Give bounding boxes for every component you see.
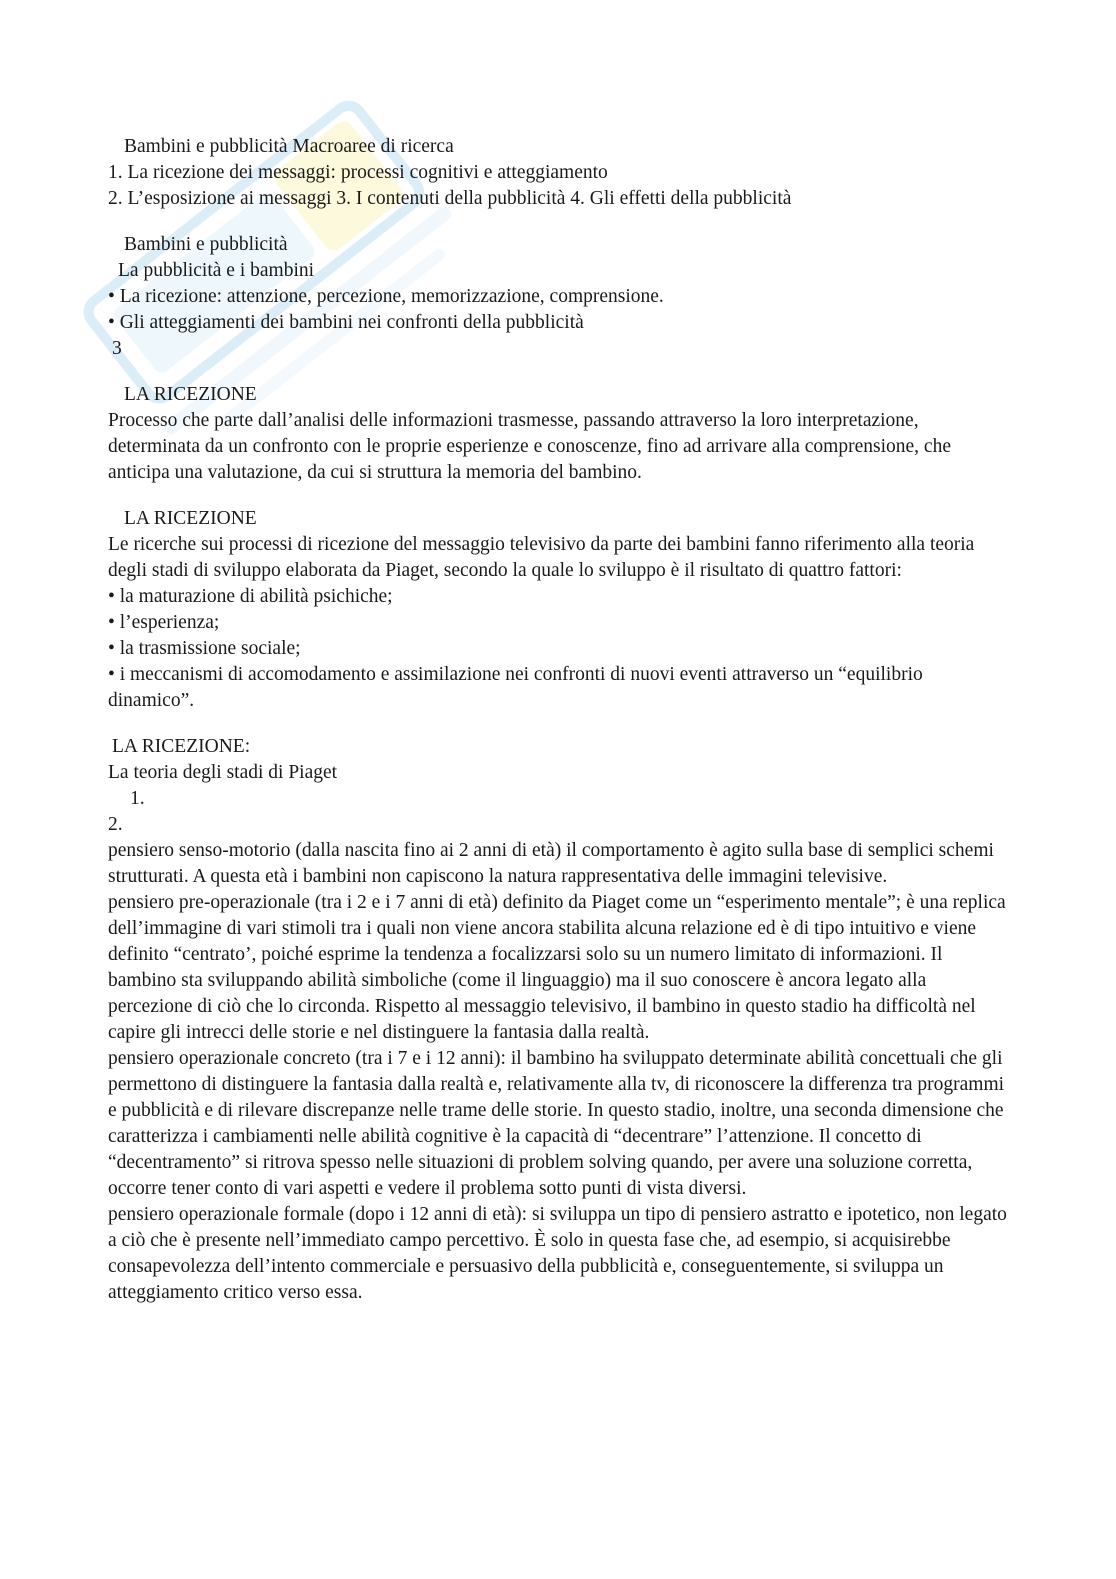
bullet-item: • la trasmissione sociale; (108, 638, 301, 659)
list-item: 2. L’esposizione ai messaggi 3. I contenuti della pubblicità 4. Gli effetti della pubblicità (108, 188, 792, 209)
bullet-item: • La ricezione: attenzione, percezione, memorizzazione, comprensione. (108, 286, 664, 307)
section-subtitle: La pubblicità e i bambini (118, 260, 315, 281)
list-number: 1. (130, 788, 145, 809)
section-ricezione-1 (108, 382, 1008, 486)
section-subtitle: La teoria degli stadi di Piaget (108, 762, 338, 783)
document-page (108, 134, 1008, 1326)
paragraph: pensiero operazionale concreto (tra i 7 e i 12 anni): il bambino ha sviluppato determinate abilità concettuali che gli permettono di distinguere la fantasia dalla realtà e, relativamente alla tv, di riconoscere la differenza tra programmi e pubblicità e di rilevare discrepanze nelle trame delle storie. In questo stadio, inoltre, una seconda dimensione che caratterizza i cambiamenti nelle abilità cognitive è la capacità di “decentrare” l’attenzione. Il concetto di “decentramento” si ritrova spesso nelle situazioni di problem solving quando, per avere una soluzione corretta, occorre tener conto di vari aspetti e vedere il problema sotto punti di vista diversi. (108, 1048, 1005, 1199)
section-title: LA RICEZIONE (124, 508, 257, 529)
section-title: Bambini e pubblicità (124, 234, 288, 255)
section-ricezione-2 (108, 506, 1008, 714)
paragraph: Le ricerche sui processi di ricezione del messaggio televisivo da parte dei bambini fanno riferimento alla teoria degli stadi di sviluppo elaborata da Piaget, secondo la quale lo sviluppo è il risultato di quattro fattori: (108, 534, 975, 581)
paragraph: pensiero operazionale formale (dopo i 12 anni di età): si sviluppa un tipo di pensiero astratto e ipotetico, non legato a ciò che è presente nell’immediato campo percettivo. È solo in questa fase che, ad esempio, si acquisirebbe consapevolezza dell’intento commerciale e persuasivo della pubblicità e, conseguentemente, si sviluppa un atteggiamento critico verso essa. (108, 1204, 1007, 1303)
paragraph: pensiero senso-motorio (dalla nascita fino ai 2 anni di età) il comportamento è agito sulla base di semplici schemi strutturati. A questa età i bambini non capiscono la natura rappresentativa delle immagini televisive. (108, 840, 994, 887)
section-macroaree (108, 134, 1008, 212)
list-item: 1. La ricezione dei messaggi: processi cognitivi e atteggiamento (108, 162, 608, 183)
section-pubblicita-bambini (108, 232, 1008, 362)
bullet-item: • la maturazione di abilità psichiche; (108, 586, 393, 607)
section-title: Bambini e pubblicità Macroaree di ricerca (124, 136, 454, 157)
section-title: LA RICEZIONE (124, 384, 257, 405)
bullet-item: • Gli atteggiamenti dei bambini nei confronti della pubblicità (108, 312, 584, 333)
bullet-item: • i meccanismi di accomodamento e assimilazione nei confronti di nuovi eventi attraverso un “equilibrio dinamico”. (108, 664, 923, 711)
section-stadi-piaget (108, 734, 1008, 1306)
paragraph: Processo che parte dall’analisi delle informazioni trasmesse, passando attraverso la loro interpretazione, determinata da un confronto con le proprie esperienze e conoscenze, fino ad arrivare alla comprensione, che anticipa una valutazione, da cui si struttura la memoria del bambino. (108, 410, 951, 483)
list-number: 2. (108, 814, 123, 835)
page-number: 3 (112, 338, 122, 359)
bullet-item: • l’esperienza; (108, 612, 220, 633)
paragraph: pensiero pre-operazionale (tra i 2 e i 7 anni di età) definito da Piaget come un “esperimento mentale”; è una replica dell’immagine di vari stimoli tra i quali non viene ancora stabilita alcuna relazione ed è di tipo intuitivo e viene definito “centrato’, poiché esprime la tendenza a focalizzarsi solo su un numero limitato di informazioni. Il bambino sta sviluppando abilità simboliche (come il linguaggio) ma il suo conoscere è ancora legato alla percezione di ciò che lo circonda. Rispetto al messaggio televisivo, il bambino in questo stadio ha difficoltà nel capire gli intrecci delle storie e nel distinguere la fantasia dalla realtà. (108, 892, 1006, 1043)
section-title: LA RICEZIONE: (112, 736, 251, 757)
